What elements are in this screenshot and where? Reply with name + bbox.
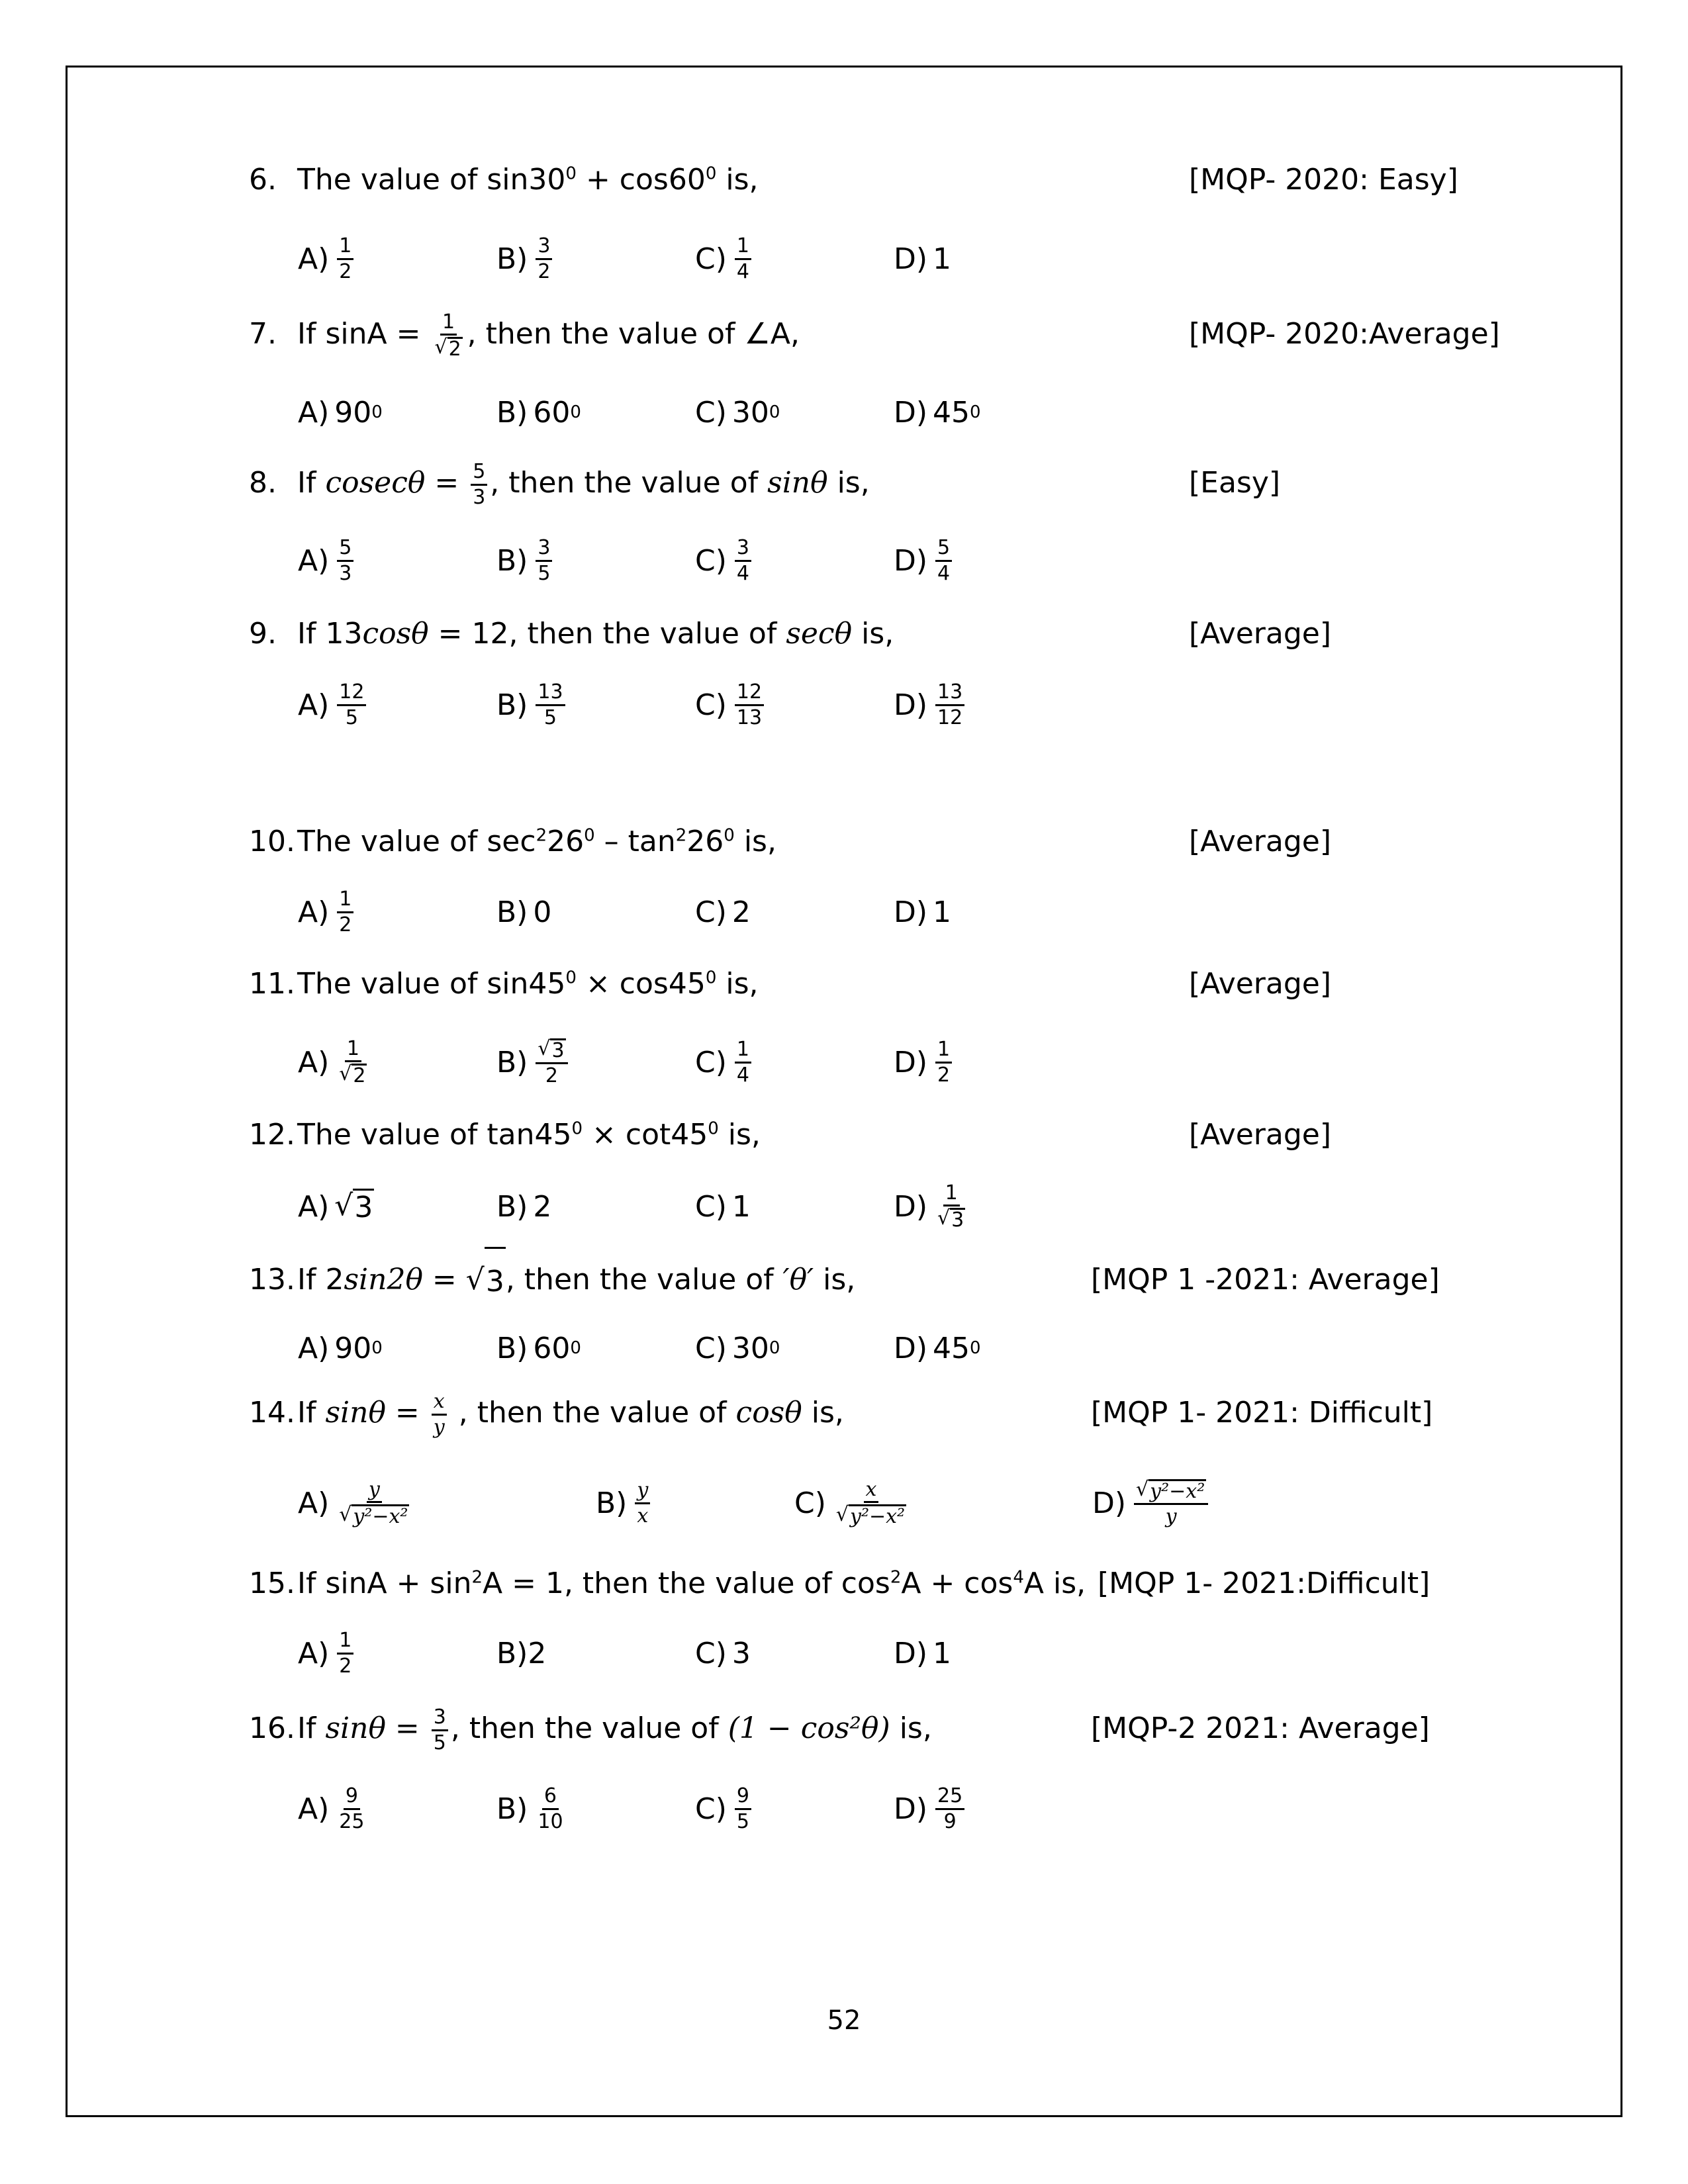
question-stem: The value of $\sin 45^0 \times \cos 45^0$ is, (297, 967, 759, 1001)
option-d: D) 1 √ 3 (894, 1181, 964, 1232)
question-number: 12. (249, 1118, 295, 1152)
option-c: C) 1 (695, 1189, 751, 1224)
option-d: D) $\frac{1}{2}$ (894, 1029, 955, 1095)
option-c: C) 2 (695, 895, 751, 929)
question-number: 16. (249, 1711, 295, 1745)
option-a: A) 90 0 (298, 1331, 383, 1365)
option-b: B) $\frac{6}{10}$ (496, 1784, 563, 1833)
option-c: C) 30 0 (695, 395, 780, 430)
option-b: B) $\frac{y}{x}$ (596, 1470, 653, 1536)
option-c: C) 30 0 (695, 1331, 780, 1365)
option-b: B) 2 (496, 1189, 552, 1224)
question-tag: [Easy] (1189, 466, 1281, 500)
option-c: C) x √ y²−x² (794, 1477, 906, 1528)
option-d: D) $\frac{25}{9}$ (894, 1776, 967, 1842)
question-7 (249, 301, 1546, 367)
question-stem: If 2sin2θ = √ 3 , then the value of ′θ′ is, (297, 1247, 855, 1315)
option-a: A) $\frac{1}{2}$ (298, 879, 356, 945)
question-number: 11. (249, 967, 295, 1001)
options-12 (298, 1173, 1423, 1240)
option-b: B) 60 0 (496, 1331, 581, 1365)
question-6 (249, 147, 1546, 213)
option-a: A) 90 0 (298, 395, 383, 430)
option-a: A) √ 3 (298, 1189, 373, 1224)
question-number: 6. (249, 163, 277, 197)
question-number: 9. (249, 617, 277, 651)
option-b: B) $\frac{3}{2}$ (496, 226, 555, 292)
question-tag: [Average] (1189, 967, 1332, 1001)
question-number: 13. (249, 1263, 295, 1297)
options-14 (298, 1470, 1423, 1536)
question-stem: If cosecθ = $\frac{5}{3}$ , then the value of sinθ is, (297, 460, 870, 509)
options-13 (298, 1315, 1423, 1381)
question-number: 8. (249, 466, 277, 500)
option-c: C) 3 (695, 1636, 751, 1670)
question-15 (249, 1551, 1546, 1617)
question-tag: [Average] (1189, 1118, 1332, 1152)
option-b: B) 0 (496, 895, 552, 929)
question-tag: [Average] (1189, 617, 1332, 651)
option-b: B)2 (496, 1636, 547, 1670)
question-13 (249, 1247, 1546, 1313)
option-a: A) $\frac{5}{3}$ (298, 527, 356, 594)
options-10 (298, 879, 1423, 945)
option-d: D) 1 (894, 1636, 952, 1670)
question-8 (249, 450, 1546, 516)
option-a: A) $\frac{9}{25}$ (298, 1784, 365, 1833)
option-a: A) $\frac{1}{2}$ (298, 1620, 356, 1686)
question-tag: [MQP 1- 2021: Difficult] (1091, 1396, 1433, 1430)
option-d: D) $\frac{13}{12}$ (894, 672, 967, 738)
question-number: 14. (249, 1396, 295, 1430)
option-b: B) $\frac{3}{5}$ (496, 527, 555, 594)
question-stem: If $\sin A + \sin^2A = 1$, then the value of $\cos^2A + \cos^4A$ is, (297, 1567, 1086, 1600)
question-stem: The value of $\sec^226^0 - \tan^226^0$ is, (297, 825, 776, 858)
options-6 (298, 226, 1423, 292)
question-tag: [MQP 1 -2021: Average] (1091, 1263, 1440, 1297)
question-stem: If 13cosθ = 12, then the value of secθ is, (297, 617, 894, 651)
question-tag: [MQP- 2020: Easy] (1189, 163, 1458, 197)
question-11 (249, 951, 1546, 1017)
option-a: A) 1 √ 2 (298, 1036, 366, 1087)
question-16 (249, 1696, 1546, 1762)
options-16 (298, 1776, 1423, 1842)
option-c: C) $\frac{1}{4}$ (695, 226, 754, 292)
option-a: A) $\frac{1}{2}$ (298, 226, 356, 292)
option-c: C) $\frac{9}{5}$ (695, 1776, 754, 1842)
option-b: B) 60 0 (496, 395, 581, 430)
option-b: B) √ 3 2 (496, 1029, 571, 1095)
option-d: D) $\frac{5}{4}$ (894, 527, 955, 594)
question-9 (249, 601, 1546, 667)
question-number: 10. (249, 825, 295, 858)
question-tag: [MQP 1- 2021:Difficult] (1098, 1567, 1430, 1600)
option-d: D) 1 (894, 242, 952, 276)
options-15 (298, 1620, 1423, 1686)
options-11 (298, 1029, 1423, 1095)
question-tag: [Average] (1189, 825, 1332, 858)
question-12 (249, 1102, 1546, 1168)
question-tag: [MQP-2 2021: Average] (1091, 1711, 1430, 1745)
option-c: C) $\frac{3}{4}$ (695, 527, 754, 594)
question-stem: The value of $\sin 30^0 + \cos 60^0$ is, (297, 163, 759, 197)
options-9 (298, 672, 1423, 738)
option-d: D) 1 (894, 895, 952, 929)
option-d: D) 45 0 (894, 395, 981, 430)
question-number: 7. (249, 317, 277, 351)
question-stem: If sinA = 1 √ 2 , then the value of ∠A, (297, 310, 800, 361)
page-number: 52 (827, 2005, 861, 2036)
options-8 (298, 527, 1423, 594)
question-10 (249, 809, 1546, 875)
question-stem: If sinθ = $\frac{x}{y}$ , then the value of cosθ is, (297, 1390, 844, 1439)
options-7 (298, 379, 1423, 445)
question-stem: The value of $\tan 45^0 \times \cot 45^0$ is, (297, 1118, 761, 1152)
option-b: B) $\frac{13}{5}$ (496, 672, 568, 738)
option-c: C) $\frac{12}{13}$ (695, 672, 767, 738)
question-stem: If sinθ = $\frac{3}{5}$ , then the value of (1 − cos²θ) is, (297, 1706, 932, 1754)
question-14 (249, 1380, 1546, 1446)
option-a: A) y √ y²−x² (298, 1477, 408, 1528)
option-d: D) √ y²−x² y (1092, 1470, 1211, 1536)
option-d: D) 45 0 (894, 1331, 981, 1365)
option-c: C) $\frac{1}{4}$ (695, 1029, 754, 1095)
question-tag: [MQP- 2020:Average] (1189, 317, 1500, 351)
option-a: A) $\frac{12}{5}$ (298, 672, 369, 738)
question-number: 15. (249, 1567, 295, 1600)
